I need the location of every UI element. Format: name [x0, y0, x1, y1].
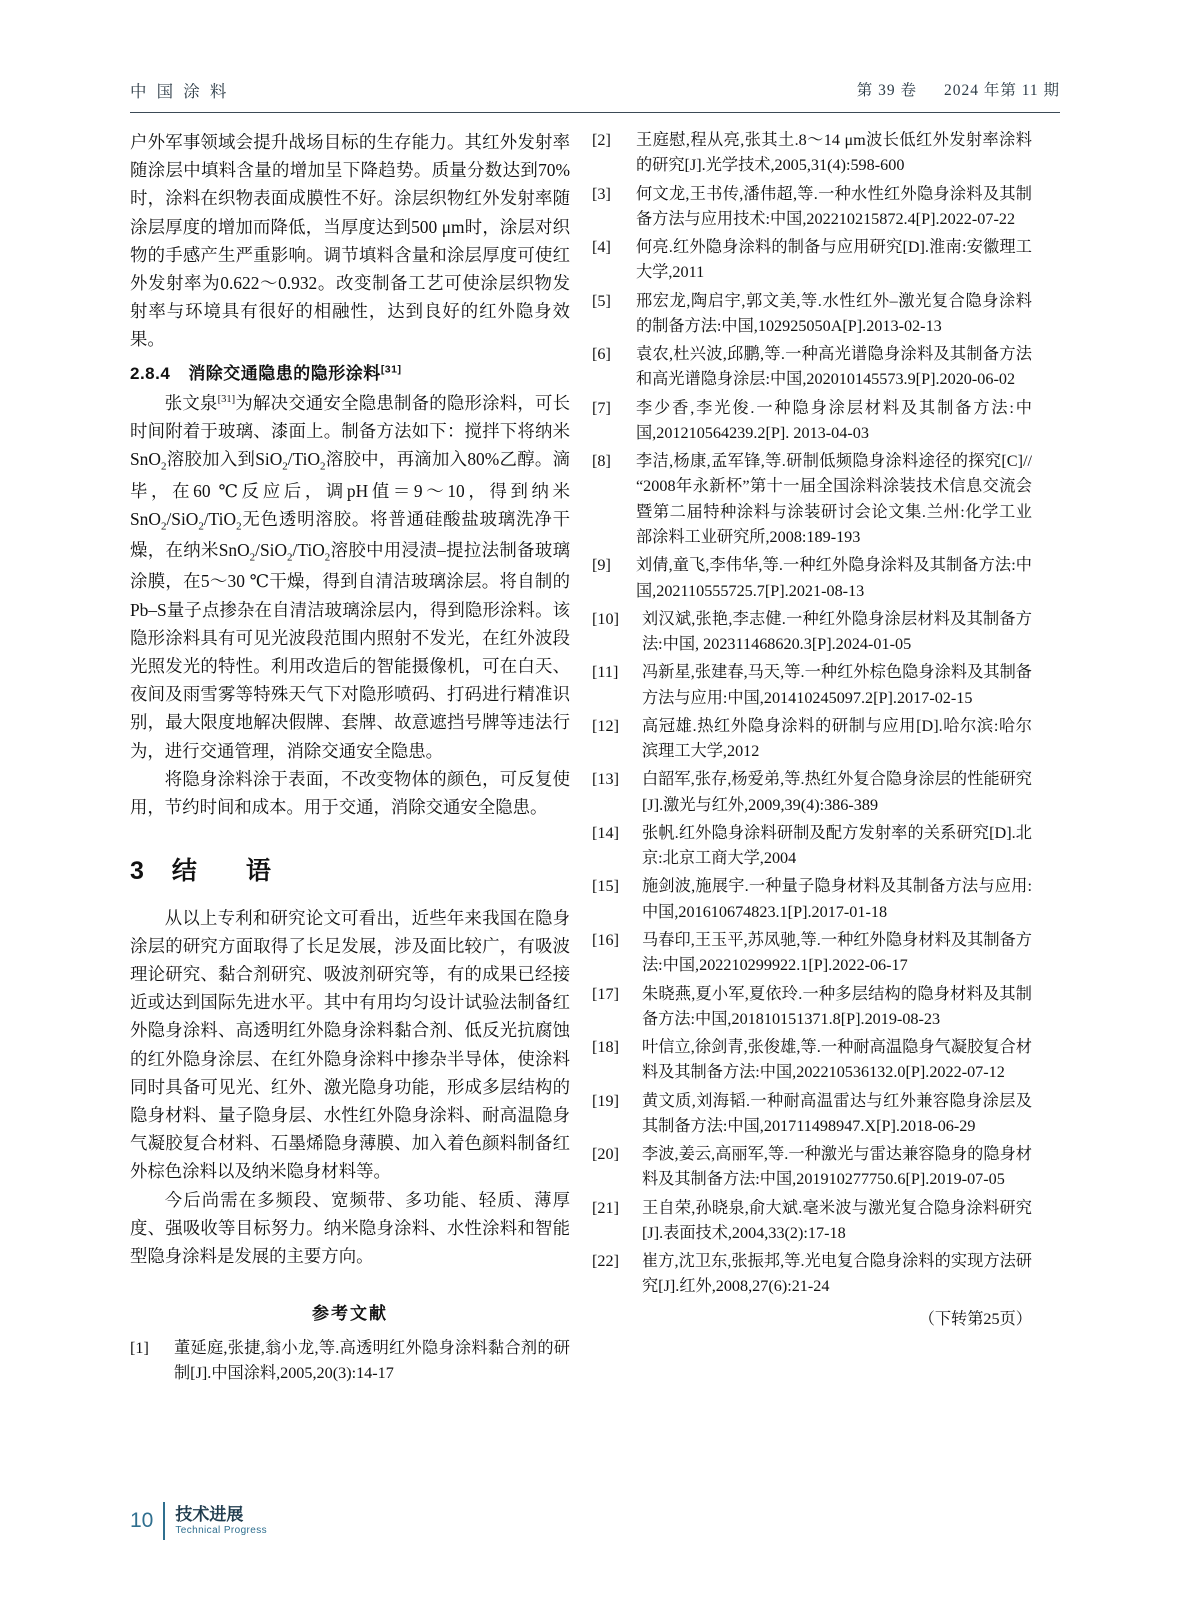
issue-label: 2024 年第 11 期 — [943, 82, 1060, 99]
reference-text: 王庭慰,程从亮,张其土.8～14 μm波长低红外发射率涂料的研究[J].光学技术,2005,31(4):598-600 — [636, 131, 1032, 175]
journal-name: 中 国 涂 料 — [130, 82, 230, 101]
paragraph-body: 今后尚需在多频段、宽频带、多功能、轻质、薄厚度、强吸收等目标努力。纳米隐身涂料、水性涂料和智能型隐身涂料是发展的主要方向。 — [130, 1189, 570, 1266]
text-run: /SiO — [166, 508, 199, 529]
reference-item — [592, 1089, 1032, 1140]
text-run: 为解决交通安全隐患制备的隐形涂料，可长时间附着于玻璃、漆面上。制备方法如下：搅拌下将纳米SnO — [130, 393, 570, 470]
reference-text: 何亮.红外隐身涂料的制备与应用研究[D].淮南:安徽理工大学,2011 — [636, 238, 1032, 282]
text-run: 无色透明溶胶。将普通硅酸盐玻璃洗净干燥，在纳米SnO — [130, 508, 570, 561]
reference-item — [592, 714, 1032, 765]
subscript-2: 2 — [236, 520, 242, 533]
reference-text: 黄文质,刘海韬.一种耐高温雷达与红外兼容隐身涂层及其制备方法:中国,201711498947.X[P].2018-06-29 — [642, 1091, 1032, 1135]
reference-text: 白韶军,张存,杨爱弟,等.热红外复合隐身涂层的性能研究[J].激光与红外,2009,39(4):386-389 — [642, 770, 1032, 814]
subscript-2: 2 — [198, 520, 204, 533]
reference-text: 叶信立,徐剑青,张俊雄,等.一种耐高温隐身气凝胶复合材料及其制备方法:中国,202210536132.0[P].2022-07-12 — [642, 1038, 1032, 1082]
volume-label: 第 39 卷 — [856, 82, 918, 99]
paragraph-continuation: 户外军事领域会提升战场目标的生存能力。其红外发射率随涂层中填料含量的增加呈下降趋势。质量分数达到70%时，涂料在织物表面成膜性不好。涂层织物红外发射率随涂层厚度的增加而降低，当厚度达到500 μm时，涂层对织物的手感产生严重影响。调节填料含量和涂层厚度可使红外发射率为0.622～0.932。改变制备工艺可使涂层织物发射率与环境具有很好的相融性，达到良好的红外隐身效果。 — [130, 132, 570, 350]
text-run: 溶胶中用浸渍–提拉法制备玻璃涂膜，在5～30 ℃干燥，得到自清洁玻璃涂层。将自制的Pb–S量子点掺杂在自清洁玻璃涂层内，得到隐形涂料。该隐形涂料具有可见光波段范围内照射不发光，在红外波段光照发光的特性。利用改造后的智能摄像机，可在白天、夜间及雨雪雾等特殊天气下对隐形喷码、打码进行精准识别，最大限度地解决假牌、套牌、故意遮挡号牌等违法行为，进行交通管理，消除交通安全隐患。 — [130, 540, 570, 761]
reference-item — [592, 342, 1032, 393]
reference-text: 刘倩,童飞,李伟华,等.一种红外隐身涂料及其制备方法:中国,202110555725.7[P].2021-08-13 — [636, 556, 1032, 600]
reference-number: [3] — [592, 184, 611, 203]
subscript-2: 2 — [160, 520, 167, 533]
reference-text: 王自荣,孙晓泉,俞大斌.毫米波与激光复合隐身涂料研究[J].表面技术,2004,33(2):17-18 — [642, 1198, 1032, 1242]
right-column — [592, 128, 1032, 1332]
reference-item — [592, 767, 1032, 818]
subsection-title: 消除交通隐患的隐形涂料 — [188, 363, 381, 383]
subscript-2: 2 — [282, 460, 288, 473]
reference-text: 李波,姜云,高丽军,等.一种激光与雷达兼容隐身的隐身材料及其制备方法:中国,201910277750.6[P].2019-07-05 — [642, 1145, 1032, 1189]
text-run: /TiO — [292, 540, 325, 561]
reference-text: 李洁,杨康,孟军锋,等.研制低频隐身涂料途径的探究[C]// “2008年永新杯”第十一届全国涂料涂装技术信息交流会暨第二届特种涂料与涂装研讨会论文集.兰州:化学工业部涂料工业研究所,2008:189-193 — [636, 452, 1032, 546]
reference-number: [2] — [592, 131, 611, 149]
reference-text: 袁农,杜兴波,邱鹏,等.一种高光谱隐身涂料及其制备方法和高光谱隐身涂层:中国,202010145573.9[P].2020-06-02 — [636, 345, 1032, 389]
reference-number: [7] — [592, 398, 611, 417]
paragraph-body: 从以上专利和研究论文可看出，近些年来我国在隐身涂层的研究方面取得了长足发展，涉及面比较广，有吸波理论研究、黏合剂研究、吸波剂研究等，有的成果已经接近或达到国际先进水平。其中有用均匀设计试验法制备红外隐身涂料、高透明红外隐身涂料黏合剂、低反光抗腐蚀的红外隐身涂层、在红外隐身涂料中掺杂半导体，使涂料同时具备可见光、红外、激光隐身功能，形成多层结构的隐身材料、量子隐身层、水性红外隐身涂料、耐高温隐身气凝胶复合材料、石墨烯隐身薄膜、加入着色颜料制备红外棕色涂料以及纳米隐身材料等。 — [130, 907, 570, 1182]
reference-number: [20] — [592, 1145, 619, 1164]
author-name: 张文泉 — [164, 393, 218, 414]
page-header — [130, 78, 1060, 113]
reference-number: [15] — [592, 877, 619, 896]
reference-number: [1] — [130, 1338, 149, 1357]
reference-number: [18] — [592, 1038, 619, 1057]
reference-item — [130, 1336, 570, 1387]
reference-number: [13] — [592, 770, 619, 789]
citation-marker: [31] — [217, 394, 236, 406]
reference-text: 董延庭,张捷,翁小龙,等.高透明红外隐身涂料黏合剂的研制[J].中国涂料,2005,20(3):14-17 — [174, 1338, 570, 1382]
subscript-2: 2 — [287, 551, 293, 564]
reference-text: 高冠雄.热红外隐身涂料的研制与应用[D].哈尔滨:哈尔滨理工大学,2012 — [642, 716, 1032, 761]
reference-item — [592, 128, 1032, 179]
reference-item — [592, 182, 1032, 233]
subscript-2: 2 — [324, 551, 331, 564]
reference-number: [11] — [592, 663, 619, 682]
reference-text: 李少香,李光俊.一种隐身涂层材料及其制备方法:中国,201210564239.2[P]. 2013-04-03 — [636, 398, 1032, 442]
subsection-number: 2.8.4 — [130, 363, 171, 383]
paragraph-body — [130, 389, 570, 765]
page-number: 10 — [130, 1509, 154, 1532]
references-heading: 参考文献 — [312, 1304, 388, 1324]
reference-item — [592, 1196, 1032, 1247]
page-footer — [130, 1502, 267, 1540]
footer-divider — [163, 1502, 165, 1540]
reference-item — [592, 874, 1032, 925]
reference-text: 何文龙,王书传,潘伟超,等.一种水性红外隐身涂料及其制备方法与应用技术:中国,202210215872.4[P].2022-07-22 — [636, 184, 1032, 228]
reference-text: 施剑波,施展宇.一种量子隐身材料及其制备方法与应用:中国,201610674823.1[P].2017-01-18 — [642, 877, 1032, 921]
subsection-citation: [31] — [380, 362, 402, 375]
text-run: 溶胶中，再滴加入80%乙醇。滴毕，在60 ℃反应后，调pH值＝9～10，得到纳米SnO — [130, 449, 570, 529]
reference-number: [10] — [592, 609, 619, 628]
reference-number: [8] — [592, 452, 611, 471]
subscript-2: 2 — [249, 551, 256, 564]
reference-text: 邢宏龙,陶启宇,郭文美,等.水性红外–激光复合隐身涂料的制备方法:中国,102925050A[P].2013-02-13 — [636, 291, 1032, 335]
reference-number: [19] — [592, 1091, 619, 1110]
reference-number: [12] — [592, 716, 619, 735]
reference-number: [4] — [592, 238, 611, 257]
left-column — [130, 128, 570, 1389]
reference-number: [14] — [592, 823, 619, 842]
section-title: 结 语 — [171, 857, 283, 886]
reference-item — [592, 928, 1032, 979]
reference-item — [592, 982, 1032, 1033]
section-number: 3 — [130, 857, 146, 886]
issue-info — [857, 78, 1060, 100]
reference-item — [592, 1142, 1032, 1193]
text-run: /SiO — [255, 540, 288, 561]
continued-on-note: （下转第25页） — [918, 1309, 1032, 1328]
subscript-2: 2 — [320, 460, 326, 473]
reference-number: [21] — [592, 1198, 619, 1217]
reference-item — [592, 1035, 1032, 1086]
reference-item — [592, 660, 1032, 711]
reference-text: 朱晓燕,夏小军,夏依玲.一种多层结构的隐身材料及其制备方法:中国,201810151371.8[P].2019-08-23 — [642, 984, 1032, 1028]
reference-item — [592, 607, 1032, 658]
footer-section-en: Technical Progress — [175, 1525, 268, 1537]
paragraph-body: 将隐身涂料涂于表面，不改变物体的颜色，可反复使用，节约时间和成本。用于交通，消除交通安全隐患。 — [130, 768, 570, 817]
reference-text: 刘汉斌,张艳,李志健.一种红外隐身涂层材料及其制备方法:中国, 202311468620.3[P].2024-01-05 — [642, 609, 1032, 654]
reference-number: [5] — [592, 291, 611, 310]
reference-number: [6] — [592, 345, 611, 364]
reference-item — [592, 1249, 1032, 1300]
reference-item — [592, 553, 1032, 604]
section-heading — [130, 851, 570, 892]
subscript-2: 2 — [160, 460, 167, 473]
reference-text: 马春印,王玉平,苏凤驰,等.一种红外隐身材料及其制备方法:中国,202210299922.1[P].2022-06-17 — [642, 930, 1032, 975]
reference-text: 崔方,沈卫东,张振邦,等.光电复合隐身涂料的实现方法研究[J].红外,2008,27(6):21-24 — [642, 1252, 1032, 1296]
reference-number: [17] — [592, 984, 619, 1003]
reference-text: 张帆.红外隐身涂料研制及配方发射率的关系研究[D].北京:北京工商大学,2004 — [642, 823, 1032, 868]
reference-item — [592, 396, 1032, 447]
reference-text: 冯新星,张建春,马天,等.一种红外棕色隐身涂料及其制备方法与应用:中国,201410245097.2[P].2017-02-15 — [642, 663, 1032, 707]
reference-item — [592, 235, 1032, 286]
reference-number: [16] — [592, 930, 619, 949]
reference-number: [22] — [592, 1252, 619, 1271]
reference-item — [592, 289, 1032, 340]
text-run: 溶胶加入到SiO — [166, 449, 283, 470]
text-run: /TiO — [287, 449, 320, 470]
subsection-heading — [130, 360, 570, 388]
reference-item — [592, 449, 1032, 550]
reference-item — [592, 821, 1032, 872]
text-run: /TiO — [203, 508, 237, 529]
footer-section-cn: 技术进展 — [175, 1505, 244, 1525]
reference-number: [9] — [592, 556, 611, 575]
